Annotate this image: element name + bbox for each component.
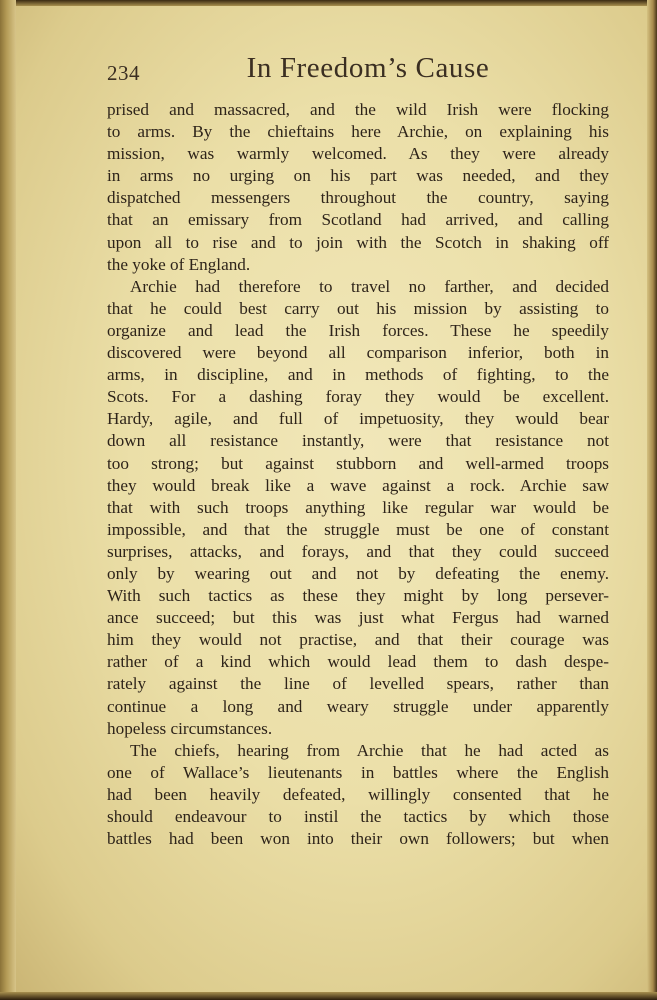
text-line: they would break like a wave against a rock. Archie saw bbox=[107, 475, 609, 495]
text-line: arms, in discipline, and in methods of fighting, to the bbox=[107, 365, 609, 385]
text-line: continue a long and weary struggle under apparently bbox=[107, 696, 609, 716]
text-line: The chiefs, hearing from Archie that he had acted as bbox=[130, 740, 609, 760]
text-line: the yoke of England. bbox=[107, 254, 251, 274]
text-line: should endeavour to instil the tactics by which those bbox=[107, 807, 609, 826]
text-line: prised and massacred, and the wild Irish were flocking bbox=[107, 100, 609, 119]
text-line: that an emissary from Scotland had arrived, and calling bbox=[107, 210, 609, 230]
text-line: Hardy, agile, and full of impetuosity, they would bear bbox=[107, 409, 609, 429]
text-line: hopeless circumstances. bbox=[107, 718, 273, 738]
text-line: too strong; but against stubborn and well-armed troops bbox=[107, 453, 609, 473]
text-line: one of Wallace’s lieutenants in battles where the English bbox=[107, 762, 609, 782]
text-line: to arms. By the chieftains here Archie, on explaining his bbox=[107, 122, 609, 142]
text-line: Archie had therefore to travel no farther, and decided bbox=[130, 276, 609, 296]
text-line: mission, was warmly welcomed. As they were already bbox=[107, 144, 609, 164]
text-line: discovered were beyond all comparison inferior, both in bbox=[107, 343, 609, 363]
page-outer-edge bbox=[647, 0, 657, 1000]
page-number: 234 bbox=[107, 61, 140, 85]
text-line: ance succeed; but this was just what Fergus had warned bbox=[107, 608, 609, 628]
running-title: In Freedom’s Cause bbox=[246, 52, 490, 84]
text-line: that he could best carry out his mission by assisting to bbox=[107, 298, 609, 318]
page-top-edge bbox=[0, 0, 657, 6]
text-line: battles had been won into their own followers; but when bbox=[107, 829, 609, 849]
text-line: rately against the line of levelled spears, rather than bbox=[107, 674, 609, 694]
text-line: impossible, and that the struggle must be one of constant bbox=[107, 519, 609, 539]
body-text bbox=[107, 99, 609, 850]
page-bottom-edge bbox=[0, 992, 657, 1000]
page-header bbox=[107, 52, 609, 92]
text-line: surprises, attacks, and forays, and that they could succeed bbox=[107, 541, 609, 561]
text-line: had been heavily defeated, willingly consented that he bbox=[107, 784, 609, 804]
page-gutter-edge bbox=[0, 0, 16, 1000]
text-line: With such tactics as these they might by long persever- bbox=[107, 586, 609, 606]
text-line: that with such troops anything like regular war would be bbox=[107, 497, 609, 517]
text-line: rather of a kind which would lead them to dash despe- bbox=[107, 652, 609, 672]
text-line: Scots. For a dashing foray they would be excellent. bbox=[107, 387, 609, 407]
text-line: only by wearing out and not by defeating the enemy. bbox=[107, 563, 609, 583]
text-line: down all resistance instantly, were that resistance not bbox=[107, 431, 609, 451]
text-line: upon all to rise and to join with the Scotch in shaking off bbox=[107, 232, 609, 252]
text-line: dispatched messengers throughout the country, saying bbox=[107, 188, 609, 208]
text-line: organize and lead the Irish forces. These he speedily bbox=[107, 320, 609, 340]
text-line: in arms no urging on his part was needed, and they bbox=[107, 166, 609, 186]
text-line: him they would not practise, and that their courage was bbox=[107, 630, 609, 650]
